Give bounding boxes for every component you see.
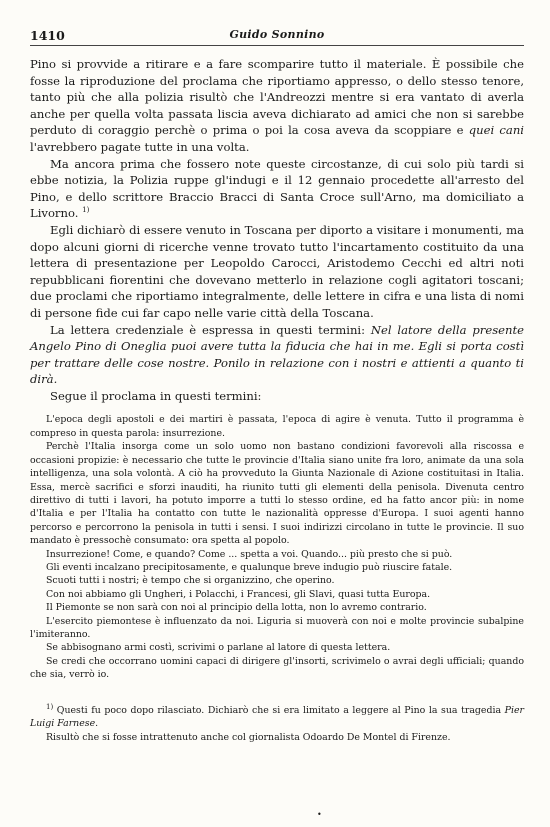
proclamation-quote bbox=[30, 413, 524, 681]
main-text bbox=[30, 56, 524, 404]
proclamation-line: Insurrezione! Come, e quando? Come ... spetta a voi. Quando... più presto che si può. bbox=[46, 548, 453, 560]
paragraph-1: Pino si provvide a ritirare e a fare scomparire tutto il materiale. È possibile che fosse la riproduzione del proclama che riportiamo appresso, o dello stesso tenore, tanto più che alla polizia risultò che l'Andreozzi mentre si era vantato di averla anche per quella volta passata liscia aveva dichiarato ad amici che non si sarebbe perduto di coraggio perchè o prima o poi la cosa aveva da scoppiare e quei cani l'avrebbero pagate tutte in una volta. bbox=[30, 57, 524, 154]
paragraph-5: Segue il proclama in questi termini: bbox=[50, 388, 262, 403]
bottom-mark: • bbox=[317, 810, 322, 819]
proclamation-line: L'epoca degli apostoli e dei martiri è passata, l'epoca di agire è venuta. Tutto il programma è compreso in questa parola: insurrezione. bbox=[30, 414, 524, 439]
running-title: Guido Sonnino bbox=[229, 28, 325, 41]
paragraph-2: Ma ancora prima che fossero note queste circostanze, di cui solo più tardi si ebbe notizia, la Polizia ruppe gl'indugi e il 12 gennaio procedette all'arresto del Pino, e dello scrittore Braccio Bracci di Santa Croce sull'Arno, ma domiciliato a Livorno. $^{1)}$ bbox=[30, 156, 524, 221]
proclamation-line: Con noi abbiamo gli Ungheri, i Polacchi, i Francesi, gli Slavi, quasi tutta Europa. bbox=[46, 588, 431, 600]
proclamation-line: L'esercito piemontese è influenzato da noi. Liguria si muoverà con noi e molte provincie subalpine l'imiteranno. bbox=[30, 615, 524, 640]
page bbox=[30, 28, 524, 745]
proclamation-line: Gli eventi incalzano precipitosamente, e qualunque breve indugio può riuscire fatale. bbox=[46, 561, 453, 573]
page-header bbox=[30, 28, 524, 48]
paragraph-4: La lettera credenziale è espressa in questi termini: Nel latore della presente Angelo Pino di Oneglia puoi avere tutta la fiducia che hai in me. Egli si porta costì per trattare delle cose nostre. Ponilo in relazione con i nostri e attienti a quanto ti dirà. bbox=[30, 322, 525, 387]
footnote-1-continued: Risultò che si fosse intrattenuto anche col giornalista Odoardo De Montel di Firenze. bbox=[46, 732, 451, 744]
footnote-marker: 1) bbox=[46, 702, 54, 711]
footnote-ref: 1) bbox=[82, 206, 90, 215]
footnotes bbox=[30, 704, 524, 745]
proclamation-line: Il Piemonte se non sarà con noi al principio della lotta, non lo avremo contrario. bbox=[46, 602, 427, 614]
footnote-1: $^{1)}$ Questi fu poco dopo rilasciato. Dichiarò che si era limitato a leggere al Pino la sua tragedia Pier Luigi Farnese. bbox=[30, 702, 524, 729]
proclamation-line: Scuoti tutti i nostri; è tempo che si organizzino, che operino. bbox=[46, 575, 335, 587]
proclamation-line: Perchè l'Italia insorga come un solo uomo non bastano condizioni favorevoli alla riscossa e occasioni propizie: è necessario che tutte le provincie d'Italia siano unite fra loro, animate da una sola intelligenza, una sola volontà. A ciò ha provveduto la Giunta Nazionale di Azione costituitasi in Italia. Essa, mercè sacrifici e sforzi inauditi, ha riunito tutti gli elementi della penisola. Divenuta centro direttivo di tutti i lavori, ha potuto imporre a tutti lo stesso ordine, ed ha fatto ancor più: in nome d'Italia e per l'Italia ha contatto con tutte le nazionalità oppresse d'Europa. I suoi agenti hanno percorso e percorrono la penisola in tutti i sensi. I suoi indirizzi circolano in tutte le provincie. Il suo mandato è pressochè consumato: ora spetta al popolo. bbox=[30, 441, 524, 547]
proclamation-line: Se abbisognano armi costì, scrivimi o parlane al latore di questa lettera. bbox=[46, 642, 391, 654]
proclamation-line: Se credi che occorrano uomini capaci di dirigere gl'insorti, scrivimelo o avrai degli ufficiali; quando che sia, verrò io. bbox=[30, 655, 524, 681]
page-number: 1410 bbox=[30, 28, 65, 43]
paragraph-3: Egli dichiarò di essere venuto in Toscana per diporto a visitare i monumenti, ma dopo alcuni giorni di ricerche venne trovato tutto l'incartamento costituito da una lettera di presentazione per Leopoldo Carocci, Aristodemo Cecchi ed altri noti repubblicani fiorentini che dovevano metterlo in relazione cogli agitatori toscani; due proclami che riportiamo integralmente, delle lettere in cifra e una lista di nomi di persone fide cui far capo nelle varie città della Toscana. bbox=[30, 222, 524, 320]
